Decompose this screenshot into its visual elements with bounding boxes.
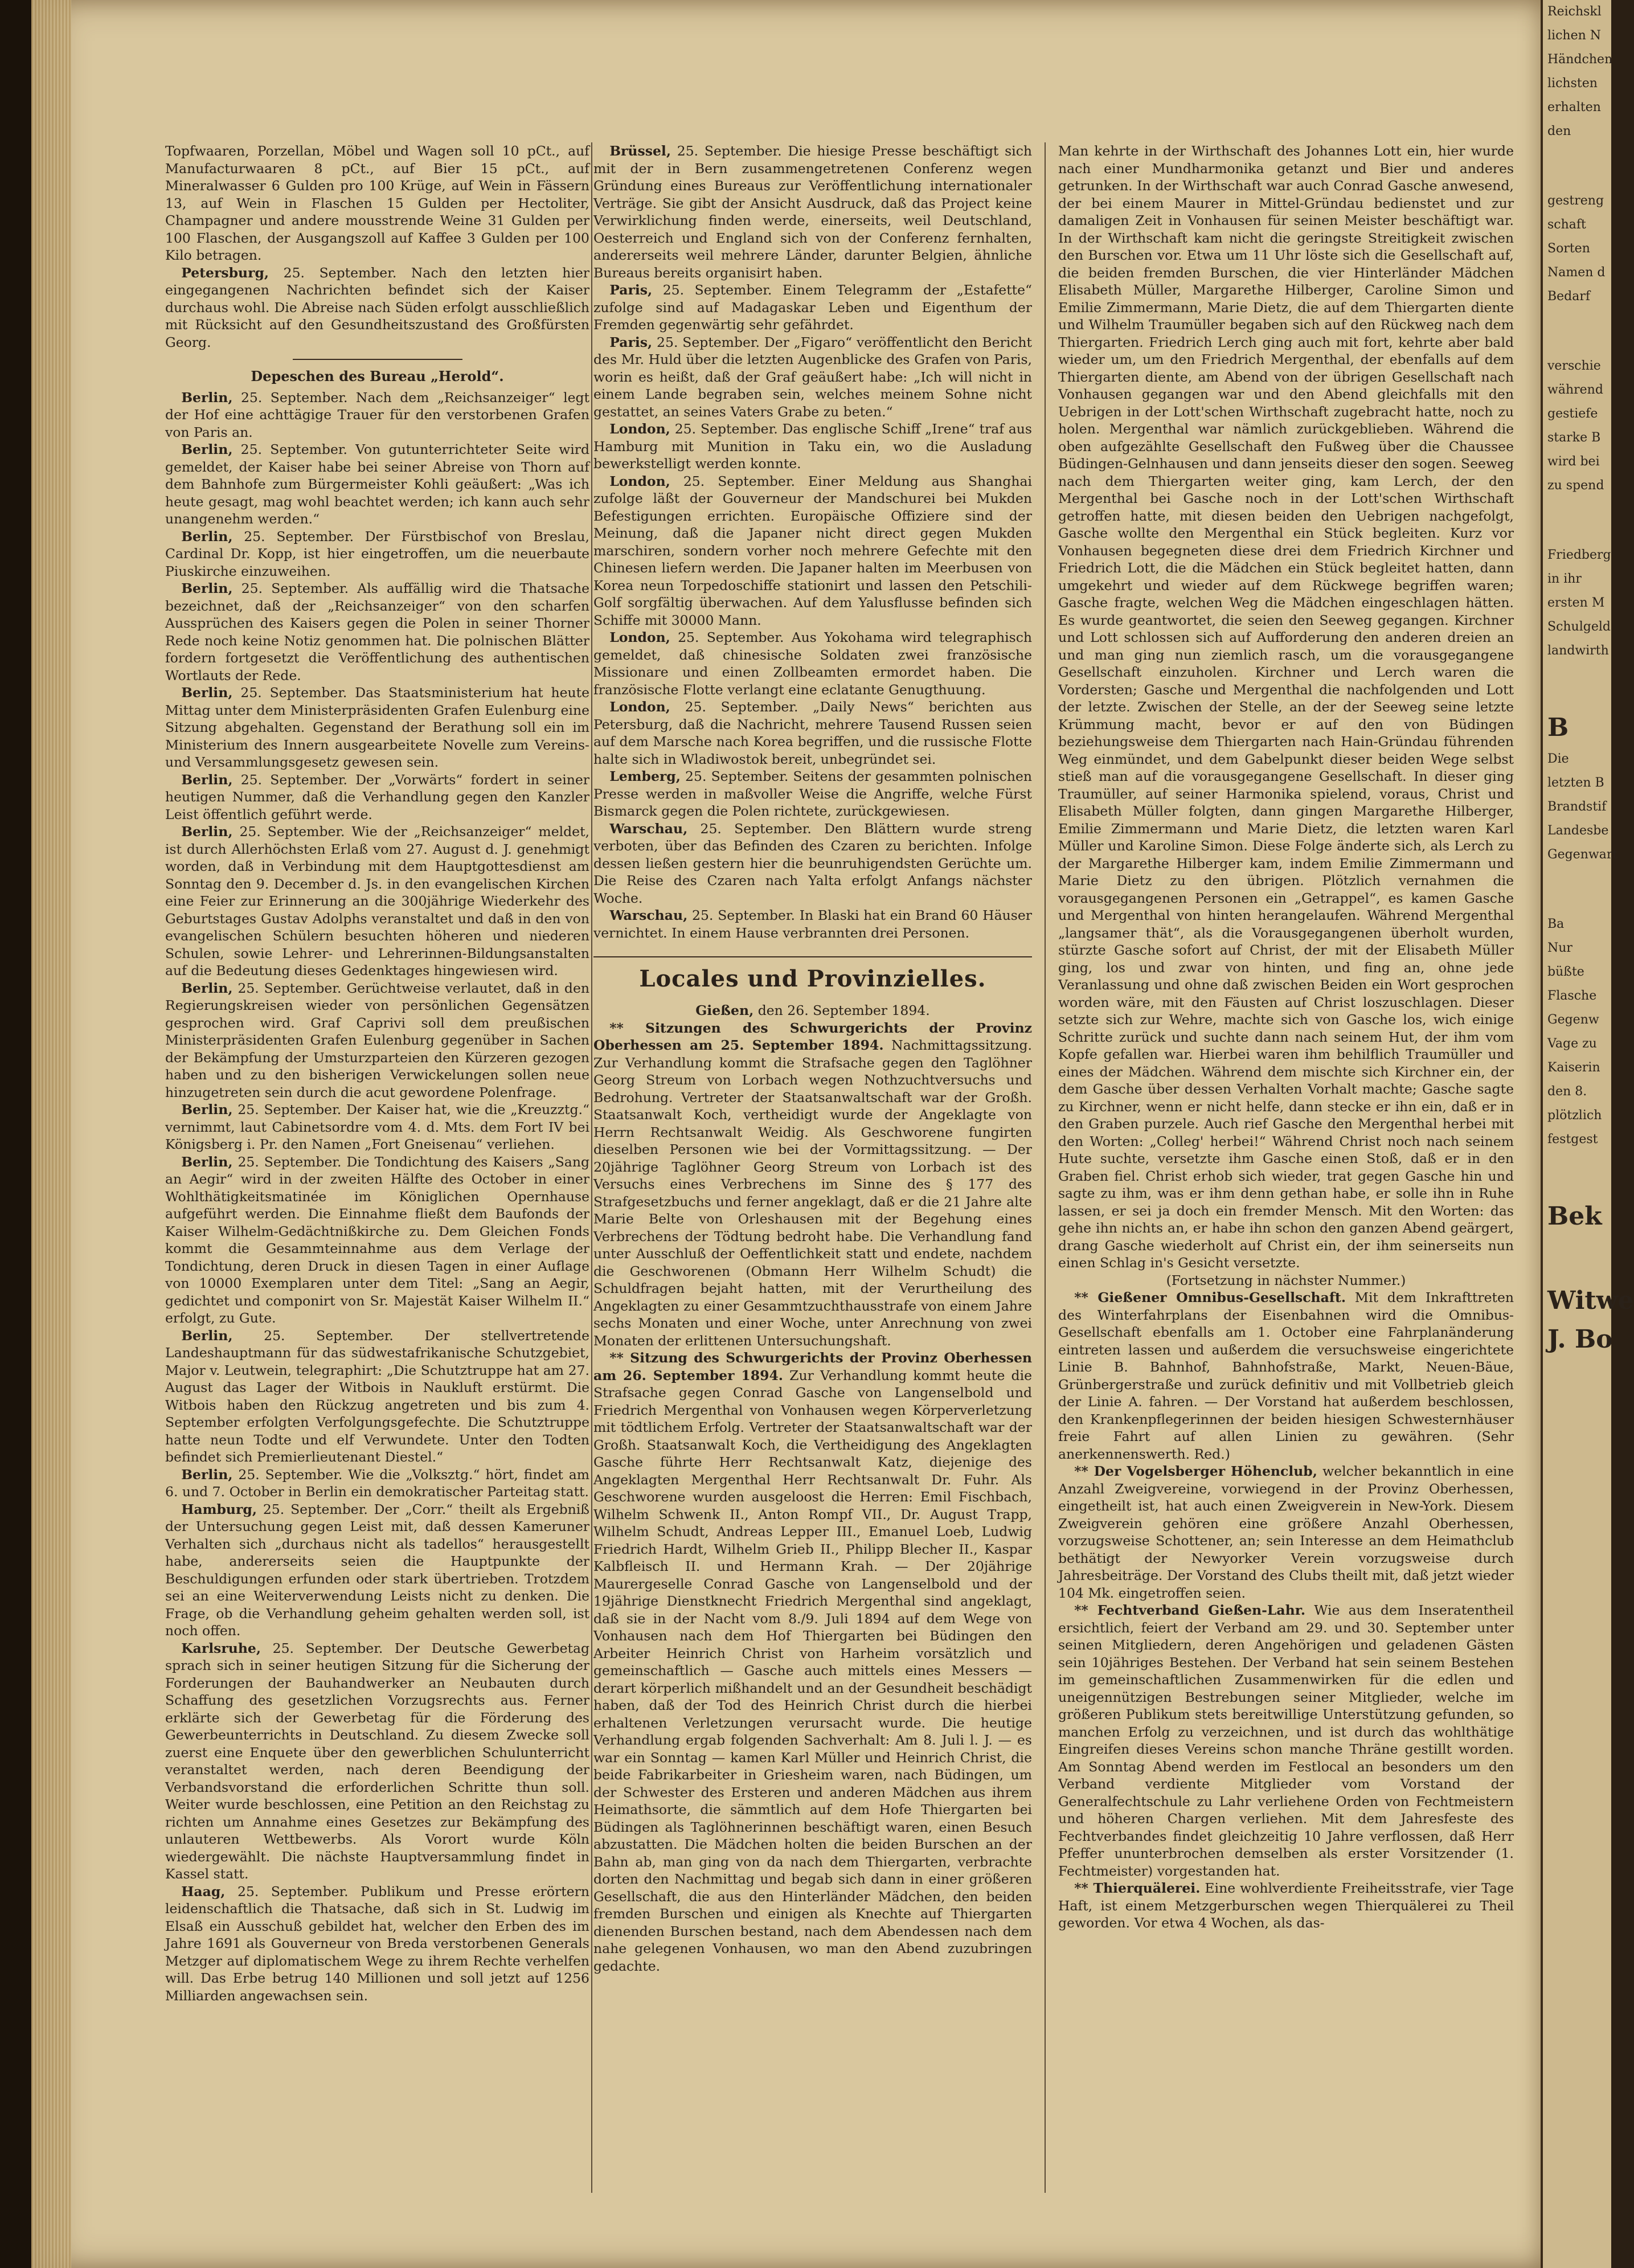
paragraph-text: den 26. September 1894.: [753, 1002, 930, 1018]
dateline: Berlin,: [181, 685, 233, 701]
adjacent-page-text: Die: [1547, 752, 1569, 766]
dateline: Karlsruhe,: [181, 1640, 261, 1656]
adjacent-page-text: Landesbe: [1547, 824, 1609, 838]
news-paragraph: [593, 473, 1032, 629]
adjacent-page-text: wird bei: [1547, 455, 1600, 469]
adjacent-page-text: Flasche: [1547, 989, 1597, 1003]
paragraph-text: Man kehrte in der Wirthschaft des Johannes Lott ein, hier wurde nach einer Mundharmonika getanzt und Bier und anderes getrunken. In der Wirthschaft war auch Conrad Gasche anwesend, der bei einem Maurer in Mittel-Gründau bedienstet und zur damaligen Zeit in Vonhausen für seinen Meister beschäftigt war. In der Wirthschaft kam nicht die geringste Streitigkeit zwischen den Burschen vor. Etwa um 11 Uhr löste sich die Gesellschaft auf, die beiden fremden Burschen, die vier Hinterländer Mädchen Elisabeth Müller, Margarethe Hilberger, Caroline Simon und Emilie Zimmermann, Marie Dietz, die auf dem Thiergarten diente und Wilhelm Traumüller begaben sich auf den Rückweg nach dem Thiergarten. Friedrich Lerch ging auch mit fort, kehrte aber bald wieder um, um den Friedrich Mergenthal, der ebenfalls auf dem Thiergarten diente, am Abend von der übrigen Gesellschaft nach Vonhausen gegangen war und den Abend gleichfalls mit den Uebrigen in der Lott'schen Wirthschaft zugebracht hatte, noch zu holen. Mergenthal war nämlich zurückgeblieben. Während die oben aufgezählte Gesellschaft den Fußweg über die Chaussee Büdingen-Gelnhausen und dann jenseits dieser den sogen. Seeweg nach dem Thiergarten weiter ging, kam Lerch, der den Mergenthal bei Gasche noch in der Lott'schen Wirthschaft getroffen hatte, mit diesen beiden den Uebrigen nachgefolgt, Gasche wollte den Mergenthal ein Stück begleiten. Kurz vor Vonhausen begegneten diese drei dem Friedrich Kirchner und Friedrich Lott, die die Mädchen ein Stück begleitet hatten, dann umgekehrt und wieder auf dem Rückwege begriffen waren; Gasche fragte, welchen Weg die Mädchen eingeschlagen hätten. Es wurde geantwortet, die seien den Seeweg gegangen. Kirchner und Lott schlossen sich auf Aufforderung den anderen dreien an und man ging nun ziemlich rasch, um die vorausgegangene Gesellschaft einzuholen. Kirchner und Lerch waren die Vordersten; Gasche und Mergenthal die nachfolgenden und Lott der letzte. Zwischen der Stelle, an der der Seeweg seine letzte Krümmung macht, bevor er auf den von Büdingen beziehungsweise dem Thiergarten nach Hain-Gründau führenden Weg einmündet, und dem Gabelpunkt dieser beiden Wege selbst stieß man auf die vorausgegangene Gesellschaft. In dieser ging Traumüller, auf seiner Harmonika spielend, voraus, Christ und Elisabeth Müller folgten, dann gingen Margarethe Hilberger, Emilie Zimmermann und Marie Dietz, die letzten waren Karl Müller und Karoline Simon. Diese Folge änderte sich, als Lerch zu der Margarethe Hilberger kam, indem Emilie Zimmermann und Marie Dietz zu den übrigen. Plötzlich vernahmen die vorausgegangenen Personen ein „Getrappel“, es kamen Gasche und Mergenthal von hinten herangelaufen. Während Mergenthal „langsamer thät“, als die Vorausgegangenen überholt wurden, stürzte Gasche sofort auf Christ, der mit der Elisabeth Müller ging, los und zwar von hinten, und fing an, ohne jede Veranlassung und ohne daß zwischen Beiden ein Wort gesprochen worden wäre, mit den Fäusten auf Christ loszuschlagen. Dieser setzte sich zur Wehre, machte sich von Gasche los, wich einige Schritte zurück und suchte dann nach seinem Hut, der ihm vom Kopfe gefallen war. Hierbei waren ihm behilflich Traumüller und eines der Mädchen. Während dem mischte sich Kirchner ein, der dem Gasche über dessen Verhalten Vorhalt machte; Gasche sagte zu Kirchner, wenn er nicht helfe, dann stecke er ihn ein, daß er in den Graben purzele. Auch rief Gasche den Mergenthal herbei mit den Worten: „Colleg' herbei!“ Während Christ noch nach seinem Hute suchte, versetzte ihm Gasche einen Stoß, daß er in den Graben fiel. Christ erhob sich wieder, trat gegen Gasche hin und sagte zu ihm, was er ihm denn gethan habe, er solle ihn in Ruhe lassen, er sei ja doch ein fremder Mensch. Mit den Worten: das gehe ihn nichts an, er habe ihn schon den ganzen Abend geärgert, drang Gasche wiederholt auf Christ ein, der ihm seinerseits nun einen Schlag in's Gesicht versetzte.: [1058, 143, 1514, 1271]
spacer: [1543, 498, 1611, 543]
adjacent-page-text: während: [1547, 383, 1603, 397]
dateline: Berlin,: [181, 1466, 233, 1483]
column-1: [165, 142, 589, 2004]
paragraph-text: 25. September. Das Staatsministerium hat heute Mittag unter dem Ministerpräsidenten Grafen Eulenburg eine Sitzung abgehalten. Gegenstand der Berathung soll ein im Ministerium des Innern ausgearbeitete Novelle zum Vereins- und Versammlungsgesetz gewesen sein.: [165, 685, 589, 770]
column-rule: [591, 142, 592, 2193]
paragraph-text: 25. September. Einem Telegramm der „Estafette“ zufolge sind auf Madagaskar Leben und Eigenthum der Fremden gegenwärtig sehr gefährdet.: [593, 282, 1032, 333]
paragraph-text: 25. September. In Blaski hat ein Brand 60 Häuser vernichtet. In einem Hause verbrannten drei Personen.: [593, 907, 1032, 941]
news-paragraph: [165, 1101, 589, 1153]
paragraph-text: 25. September. Nach dem „Reichsanzeiger“ legt der Hof eine achttägige Trauer für den verstorbenen Grafen von Paris an.: [165, 389, 589, 440]
paragraph-text: 25. September. Der „Corr.“ theilt als Ergebniß der Untersuchung gegen Leist mit, daß dessen Kameruner Verhalten sich „durchaus nicht als tadellos“ herausgestellt habe, andererseits seien die Hauptpunkte der Beschuldigungen erfunden oder stark übertrieben. Trotzdem sei an eine Weiterverwendung Leists nicht zu denken. Die Frage, ob die Verhandlung geheim gehalten werden soll, ist noch offen.: [165, 1501, 589, 1639]
paragraph-text: 25. September. Seitens der gesammten polnischen Presse werden in maßvoller Weise die Angriffe, welche Fürst Bismarck gegen die Polen richtete, zurückgewiesen.: [593, 768, 1032, 819]
adjacent-page-text: Brandstif: [1547, 800, 1607, 814]
dateline: ** Gießener Omnibus-Gesellschaft.: [1074, 1289, 1346, 1305]
adjacent-page-text: zu spend: [1547, 478, 1604, 493]
paragraph-text: (Fortsetzung in nächster Nummer.): [1166, 1272, 1406, 1288]
paragraph-text: 25. September. Der „Figaro“ veröffentlicht den Bericht des Mr. Huld über die letzten Augenblicke des Grafen von Paris, worin es heißt, daß der Graf geäußert habe: „Ich will nicht in einem Lande begraben sein, welches meinem Sohne nicht gestattet, an seines Vaters Grabe zu beten.“: [593, 334, 1032, 420]
dateline: London,: [609, 699, 670, 715]
paragraph-text: Wie aus dem Inseratentheil ersichtlich, feiert der Verband am 29. und 30. September unter seinen Mitgliedern, deren Angehörigen und geladenen Gästen sein 10jähriges Bestehen. Der Verband hat sein seinem Bestehen im gemeinschaftlichen Zusammenwirken für die edlen und uneigennützigen Bestrebungen seiner Mitglieder, welche im größeren Publikum stets bereitwillige Unterstützung gefunden, so manchen Erfolg zu verzeichnen, und ist durch das wohlthätige Eingreifen dieses Vereins schon manche Thräne gestillt worden. Am Sonntag Abend werden im Festlocal an besonders um den Verband verdiente Mitglieder vom Vorstand der Generalfechtschule zu Lahr verliehene Orden von Fechtmeistern und höheren Chargen verliehen. Mit dem Jahresfeste des Fechtverbandes findet gleichzeitig 10 Jahre verflossen, daß Herr Pfeffer ununterbrochen demselben als erster Vorsitzender (1. Fechtmeister) vorgestanden hat.: [1058, 1602, 1514, 1879]
news-paragraph: [165, 1327, 589, 1466]
dateline: ** Fechtverband Gießen-Lahr.: [1074, 1602, 1306, 1618]
news-paragraph: [165, 142, 589, 264]
column-2: [593, 142, 1032, 1975]
news-paragraph: [593, 768, 1032, 820]
adjacent-page-text: B: [1547, 713, 1569, 742]
dateline: Berlin,: [181, 580, 233, 596]
news-paragraph: [165, 1883, 589, 2005]
adjacent-page-text: Nur: [1547, 941, 1572, 955]
news-paragraph: [165, 264, 589, 351]
adjacent-page-text: J. Bo: [1547, 1325, 1613, 1354]
paragraph-text: 25. September. Gerüchtweise verlautet, daß in den Regierungskreisen wieder von persönlichen Gegensätzen gesprochen wird. Graf Caprivi soll dem preußischen Ministerpräsidenten Grafen Eulenburg gegenüber in Sachen der Bekämpfung der Umsturzparteien den Kürzeren gezogen haben und zu den bisherigen Verwickelungen sollen neue hinzugetreten sein durch die acut gewordene Polenfrage.: [165, 980, 589, 1100]
news-paragraph: [593, 1002, 1032, 1020]
dateline: ** Sitzungen des Schwurgerichts der Provinz Oberhessen am 25. September 1894.: [593, 1020, 1032, 1053]
dateline: Berlin,: [181, 771, 233, 788]
news-paragraph: [165, 580, 589, 684]
news-paragraph: [1058, 1880, 1514, 1932]
dateline: Brüssel,: [609, 143, 671, 159]
adjacent-page-text: Gegenw: [1547, 1013, 1599, 1027]
adjacent-page-text: starke B: [1547, 431, 1601, 445]
paragraph-text: 25. September. Der „Vorwärts“ fordert in seiner heutigen Nummer, daß die Verhandlung gegen den Kanzler Leist öffentlich geführt werde.: [165, 771, 589, 822]
paragraph-text: 25. September. Aus Yokohama wird telegraphisch gemeldet, daß chinesische Soldaten zwei französische Missionare und einen Zollbeamten ermordet haben. Die französische Flotte verlangt eine eclatante Genugthuung.: [593, 629, 1032, 698]
adjacent-page-text: Namen d: [1547, 265, 1606, 280]
paragraph-text: 25. September. Wie die „Volksztg.“ hört, findet am 6. und 7. October in Berlin ein demokratischer Parteitag statt.: [165, 1466, 589, 1500]
dateline: ** Der Vogelsberger Höhenclub,: [1074, 1463, 1317, 1479]
dateline: Paris,: [609, 334, 653, 350]
paragraph-text: 25. September. „Daily News“ berichten aus Petersburg, daß die Nachricht, mehrere Tausend Russen seien auf dem Marsche nach Korea begriffen, und die russische Flotte halte sich in Wladiwostok bereit, unbegründet sei.: [593, 699, 1032, 767]
page-stack-edge: [31, 0, 71, 2268]
adjacent-page-text: Sorten: [1547, 241, 1590, 256]
news-paragraph: [165, 528, 589, 580]
news-paragraph: [593, 629, 1032, 698]
adjacent-page-text: Vage zu: [1547, 1037, 1597, 1051]
news-paragraph: [165, 771, 589, 824]
dateline: London,: [609, 629, 670, 645]
paragraph-text: 25. September. Einer Meldung aus Shanghai zufolge läßt der Gouverneur der Mandschurei bei Mukden Befestigungen errichten. Europäische Offiziere sind der Meinung, daß die Japaner nicht direct gegen Mukden marschiren, sondern vorher noch mehrere Gefechte mit den Chinesen liefern werden. Die Japaner halten im Meerbusen von Korea neun Torpedoschiffe stationirt und lassen den Petschili-Golf sorgfältig überwachen. Auf dem Yalusflusse befinden sich Schiffe mit 30000 Mann.: [593, 473, 1032, 628]
adjacent-page-text: ersten M: [1547, 596, 1605, 610]
dateline: Gießen,: [695, 1002, 754, 1018]
news-paragraph: [593, 420, 1032, 473]
adjacent-page-text: Kaiserin: [1547, 1061, 1600, 1075]
paragraph-text: 25. September. Der Deutsche Gewerbetag sprach sich in seiner heutigen Sitzung für die Sicherung der Forderungen der Bauhandwerker an Neubauten durch Schaffung des gesetzlichen Vorzugsrechts aus. Ferner erklärte sich der Gewerbetag für die Förderung des Gewerbeunterrichts in Deutschland. Zu diesem Zwecke soll zuerst eine Enquete über den gewerblichen Schulunterricht veranstaltet werden, nach deren Beendigung der Verbandsvorstand die erforderlichen Schritte thun soll. Weiter wurde beschlossen, eine Petition an den Reichstag zu richten um Annahme eines Gesetzes zur Bekämpfung des unlauteren Wettbewerbs. Als Vorort wurde Köln wiedergewählt. Die nächste Hauptversammlung findet in Kassel statt.: [165, 1640, 589, 1882]
news-paragraph: [593, 334, 1032, 421]
dateline: Berlin,: [181, 1327, 233, 1344]
dateline: Berlin,: [181, 441, 233, 457]
news-paragraph: [165, 684, 589, 771]
news-paragraph: [1058, 142, 1514, 1272]
dateline: Berlin,: [181, 389, 233, 406]
paragraph-text: 25. September. Von gutunterrichteter Seite wird gemeldet, der Kaiser habe bei seiner Abreise von Thorn auf dem Bahnhofe zum Bürgermeister Kohli geäußert: „Was ich heute gesagt, mag wohl beachtet werden; ich kann auch sehr unangenehm werden.“: [165, 441, 589, 527]
news-paragraph: [593, 1349, 1032, 1975]
paragraph-text: 25. September. Das englische Schiff „Irene“ traf aus Hamburg mit Munition in Taku ein, wo die Ausladung bewerkstelligt werden konnte.: [593, 421, 1032, 472]
adjacent-page-text: Reichskl: [1547, 5, 1602, 19]
news-paragraph: [165, 823, 589, 980]
adjacent-page-text: Händchen: [1547, 52, 1613, 67]
spacer: [1543, 309, 1611, 354]
paragraph-text: Mit dem Inkrafttreten des Winterfahrplans der Eisenbahnen wird die Omnibus-Gesellschaft ebenfalls am 1. October eine Fahrplanänderung eintreten lassen und außerdem die versuchsweise eingerichtete Linie B. Bahnhof, Bahnhofstraße, Markt, Neuen-Bäue, Grünbergerstraße und zurück definitiv und mit Vollbetrieb gleich der Linie A. fahren. — Der Vorstand hat außerdem beschlossen, den Krankenpflegerinnen der beiden hiesigen Schwesternhäuser freie Fahrt auf allen Linien zu gewähren. (Sehr anerkennenswerth. Red.): [1058, 1289, 1514, 1462]
dateline: ** Thierquälerei.: [1074, 1880, 1201, 1896]
paragraph-text: Eine wohlverdiente Freiheitsstrafe, vier Tage Haft, ist einem Metzgerburschen wegen Thierquälerei zu Theil geworden. Vor etwa 4 Wochen, als das-: [1058, 1880, 1514, 1931]
dateline: London,: [609, 421, 670, 437]
paragraph-text: welcher bekanntlich in eine Anzahl Zweigvereine, vorwiegend in der Provinz Oberhessen, eingetheilt ist, hat auch einen Zweigverein in New-York. Diesem Zweigverein gehören eine größere Anzahl Oberhessen, vorzugsweise Schottener, an; sein Interesse an dem Heimathclub bethätigt der Newyorker Verein vorzugsweise durch Jahresbeiträge. Der Vorstand des Clubs theilt mit, daß jetzt wieder 104 Mk. eingetroffen seien.: [1058, 1463, 1514, 1601]
paragraph-text: 25. September. Wie der „Reichsanzeiger“ meldet, ist durch Allerhöchsten Erlaß vom 27. August d. J. genehmigt worden, daß in Verbindung mit dem Hauptgottesdienst am Sonntag den 9. December d. Js. in den evangelischen Kirchen eine Feier zur Erinnerung an die 300jährige Wiederkehr des Geburtstages Gustav Adolphs veranstaltet und daß in den von evangelischen Schülern besuchten höheren und niederen Schulen, sowie Lehrer- und Lehrerinnen-Bildungsanstalten auf die Bedeutung dieses Gedenktages hingewiesen wird.: [165, 824, 589, 979]
news-paragraph: [165, 1466, 589, 1501]
adjacent-page-text: verschie: [1547, 359, 1601, 373]
news-paragraph: [593, 820, 1032, 907]
news-paragraph: [593, 907, 1032, 941]
dateline: Berlin,: [181, 1102, 233, 1117]
spacer: [1543, 1152, 1611, 1197]
paragraph-text: Topfwaaren, Porzellan, Möbel und Wagen soll 10 pCt., auf Manufacturwaaren 8 pCt., auf Bier 15 pCt., auf Mineralwasser 6 Gulden pro 100 Krüge, auf Wein in Fässern 13, auf Wein in Flaschen 15 Gulden per Hectoliter, Champagner und andere mousstrende Weine 31 Gulden per 100 Flaschen, der Ausgangszoll auf Kaffee 3 Gulden per 100 Kilo betragen.: [165, 143, 589, 263]
adjacent-page-text: büßte: [1547, 965, 1584, 979]
dateline: Warschau,: [609, 820, 688, 837]
paragraph-text: 25. September. Die hiesige Presse beschäftigt sich mit der in Bern zusammengetretenen Conferenz wegen Gründung eines Bureaus zur Veröffentlichung internationaler Verträge. Sie gibt der Ansicht Ausdruck, daß das Project keine Verwirklichung finden werde, einerseits, weil Deutschland, Oesterreich und England sich von der Conferenz fernhalten, andererseits weil mehrere Länder, darunter Belgien, ähnliche Bureaus bereits organisirt haben.: [593, 143, 1032, 281]
paragraph-text: 25. September. Nach den letzten hier eingegangenen Nachrichten befindet sich der Kaiser durchaus wohl. Die Abreise nach Süden erfolgt ausschließlich mit Rücksicht auf den Gesundheitszustand des Großfürsten Georg.: [165, 264, 589, 350]
paragraph-text: Zur Verhandlung kommt heute die Strafsache gegen Conrad Gasche von Langenselbold und Friedrich Mergenthal von Vonhausen wegen Körperverletzung mit tödtlichem Erfolg. Vertreter der Staatsanwaltschaft war der Großh. Staatsanwalt Koch, die Vertheidigung des Angeklagten Gasche führte Herr Rechtsanwalt Katz, diejenige des Angeklagten Mergenthal Herr Rechtsanwalt Dr. Fuhr. Als Geschworene wurden ausgeloost die Herren: Emil Fischbach, Wilhelm Schwenk II., Anton Rompf VII., Dr. August Trapp, Wilhelm Schudt, Andreas Lepper III., Emanuel Loeb, Ludwig Friedrich Hardt, Wilhelm Grieb II., Philipp Blecher II., Kaspar Kalbfleisch II. und Hermann Krah. — Der 20jährige Maurergeselle Conrad Gasche von Langenselbold und der 19jährige Dienstknecht Friedrich Mergenthal sind angeklagt, daß sie in der Nacht vom 8./9. Juli 1894 auf dem Wege von Vonhausen nach dem Hof Thiergarten bei Büdingen den Arbeiter Heinrich Christ von Harheim vorsätzlich und gemeinschaftlich — Gasche auch mittels eines Messers — derart körperlich mißhandelt und an der Gesundheit beschädigt haben, daß der Tod des Heinrich Christ durch die hierbei erhaltenen Verletzungen verursacht wurde. Die heutige Verhandlung ergab folgenden Sachverhalt: Am 8. Juli l. J. — es war ein Sonntag — kamen Karl Müller und Heinrich Christ, die beide Fabrikarbeiter in Griesheim waren, nach Büdingen, um der Schwester des Ersteren und anderen Mädchen aus ihrem Heimathsorte, die sämmtlich auf dem Hofe Thiergarten bei Büdingen als Taglöhnerinnen beschäftigt waren, einen Besuch abzustatten. Die Mädchen holten die beiden Burschen an der Bahn ab, man ging von da nach dem Thiergarten, verbrachte dorten den Nachmittag und begab sich dann in einer größeren Gesellschaft, die aus den Hinterländer Mädchen, den beiden fremden Burschen und einigen als Knechte auf Thiergarten dienenden Burschen bestand, nach dem Abendessen nach dem nahe gelegenen Vonhausen, wo man den Abend zuzubringen gedachte.: [593, 1367, 1032, 1974]
paragraph-text: 25. September. Die Tondichtung des Kaisers „Sang an Aegir“ wird in der zweiten Hälfte des October in einer Wohlthätigkeitsmatinée im Königlichen Opernhause aufgeführt werden. Die Einnahme fließt dem Baufonds der Kaiser Wilhelm-Gedächtnißkirche zu. Dem Gleichen Fonds kommt die Gesammteinnahme aus dem Verlage der Tondichtung, deren Druck in diesen Tagen in einer Auflage von 10000 Exemplaren unter dem Titel: „Sang an Aegir, gedichtet und componirt von Sr. Majestät Kaiser Wilhelm II.“ erfolgt, zu Gute.: [165, 1153, 589, 1326]
paragraph-text: 25. September. Publikum und Presse erörtern leidenschaftlich die Thatsache, daß sich in St. Ludwig im Elsaß ein Ausschuß gebildet hat, welcher den Erben des im Jahre 1691 als Gouverneur von Breda verstorbenen Generals Metzger auf diplomatischem Wege zu ihrem Rechte verhelfen will. Das Erbe betrug 140 Millionen und soll jetzt auf 1256 Milliarden angewachsen sein.: [165, 1883, 589, 2004]
paragraph-text: 25. September. Als auffällig wird die Thatsache bezeichnet, daß der „Reichsanzeiger“ von den scharfen Aussprüchen des Kaisers gegen die Polen in seiner Thorner Rede noch keine Notiz genommen hat. Die polnischen Blätter fordern fortgesetzt die Veröffentlichung des authentischen Wortlauts der Rede.: [165, 580, 589, 683]
spacer: [1543, 867, 1611, 912]
paragraph-text: 25. September. Der Fürstbischof von Breslau, Cardinal Dr. Kopp, ist hier eingetroffen, um die neuerbaute Piuskirche einzuweihen.: [165, 528, 589, 579]
section-masthead: Locales und Provinzielles.: [593, 956, 1032, 994]
adjacent-page-fragment: [1541, 0, 1634, 2268]
dateline: Warschau,: [609, 907, 688, 923]
adjacent-page-text: Bedarf: [1547, 289, 1591, 304]
dateline: Berlin,: [181, 824, 233, 840]
news-paragraph: [593, 1020, 1032, 1350]
dateline: Berlin,: [181, 528, 233, 545]
dateline: Lemberg,: [609, 768, 681, 784]
dateline: Hamburg,: [181, 1501, 257, 1517]
adjacent-page-text: lichen N: [1547, 28, 1601, 43]
spacer: [1543, 663, 1611, 709]
adjacent-page-text: gestreng: [1547, 194, 1604, 208]
paragraph-text: Nachmittagssitzung. Zur Verhandlung kommt die Strafsache gegen den Taglöhner Georg Streum von Lorbach wegen Nothzuchtversuchs und Bedrohung. Vertreter der Staatsanwaltschaft war der Großh. Staatsanwalt Koch, vertheidigt wurde der Angeklagte von Herrn Rechtsanwalt Weidig. Als Geschworene fungirten dieselben Personen wie bei der Vormittagssitzung. — Der 20jährige Taglöhner Georg Streum von Lorbach ist des Versuchs eines Verbrechens im Sinne des § 177 des Strafgesetzbuchs und ferner angeklagt, daß er die 21 Jahre alte Marie Belte von Orleshausen mit der Begehung eines Verbrechens der Tödtung bedroht habe. Die Verhandlung fand unter Ausschluß der Oeffentlichkeit statt und endete, nachdem die Geschworenen (Obmann Herr Wilhelm Schudt) die Schuldfragen bejaht hatten, mit der Verurtheilung des Angeklagten zu einer Gesammtzuchthausstrafe von einem Jahre sechs Monaten und einer Woche, unter Anrechnung von zwei Monaten der erlittenen Untersuchungshaft.: [593, 1037, 1032, 1349]
spacer: [1543, 1236, 1611, 1282]
book-binding: [0, 0, 31, 2268]
news-paragraph: [1058, 1272, 1514, 1289]
dateline: Petersburg,: [181, 264, 269, 281]
news-paragraph: [165, 389, 589, 441]
adjacent-page-text: den 8.: [1547, 1084, 1587, 1099]
section-divider: [293, 359, 462, 360]
dateline: ** Sitzung des Schwurgerichts der Provinz Oberhessen am 26. September 1894.: [593, 1350, 1032, 1383]
adjacent-page-text: erhalten: [1547, 100, 1601, 114]
paragraph-text: 25. September. Der Kaiser hat, wie die „Kreuzztg.“ vernimmt, laut Cabinetsordre vom 4. d. Mts. dem Fort IV bei Königsberg i. Pr. den Namen „Fort Gneisenau“ verliehen.: [165, 1102, 589, 1152]
adjacent-page-text: Friedberg: [1547, 548, 1611, 562]
adjacent-page-text: in ihr: [1547, 572, 1582, 586]
news-paragraph: [165, 1153, 589, 1327]
adjacent-page-text: Gegenwart: [1547, 848, 1618, 862]
adjacent-page-text: den: [1547, 124, 1571, 138]
news-paragraph: [593, 142, 1032, 281]
adjacent-page-text: gestiefe: [1547, 407, 1598, 421]
adjacent-page-text: Witwe: [1547, 1286, 1634, 1315]
paragraph-text: 25. September. Der stellvertretende Landeshauptmann für das südwestafrikanische Schutzgebiet, Major v. Leutwein, telegraphirt: „Die Schutztruppe hat am 27. August das Lager der Witbois in Naukluft erstürmt. Die Witbois haben den Rückzug angetreten und bis zum 4. September erfolgten Verfolgungsgefechte. Die Schutztruppe hatte neun Todte und elf Verwundete. Unter den Todten befindet sich Premierlieutenant Diestel.“: [165, 1327, 589, 1465]
adjacent-page-text: landwirth: [1547, 644, 1609, 658]
news-paragraph: [593, 698, 1032, 768]
paragraph-text: 25. September. Den Blättern wurde streng verboten, über das Befinden des Czaren zu berichten. Infolge dessen ließen gestern hier die beunruhigendsten Gerüchte um. Die Reise des Czaren nach Yalta erfolgt Anfangs nächster Woche.: [593, 820, 1032, 906]
section-heading: Depeschen des Bureau „Herold“.: [251, 368, 504, 384]
news-paragraph: [1058, 1602, 1514, 1880]
dateline: London,: [609, 473, 670, 489]
adjacent-page-text: plötzlich: [1547, 1108, 1602, 1123]
news-paragraph: [1058, 1463, 1514, 1602]
news-paragraph: [165, 1640, 589, 1883]
spacer: [1543, 144, 1611, 189]
adjacent-page-text: letzten B: [1547, 776, 1604, 790]
adjacent-page-text: Ba: [1547, 917, 1565, 931]
dateline: Berlin,: [181, 1153, 233, 1170]
adjacent-page-text: Schulgeld: [1547, 620, 1611, 634]
adjacent-page-text: lichsten: [1547, 76, 1598, 91]
dateline: Haag,: [181, 1883, 226, 1899]
news-paragraph: [593, 281, 1032, 334]
adjacent-page-text: Bek: [1547, 1202, 1602, 1231]
news-paragraph: [1058, 1289, 1514, 1463]
adjacent-page-text: festgest: [1547, 1132, 1598, 1147]
column-rule: [1045, 142, 1046, 2193]
adjacent-page-text: schaft: [1547, 218, 1586, 232]
column-3: [1058, 142, 1514, 1932]
news-paragraph: [165, 441, 589, 528]
news-paragraph: [165, 980, 589, 1102]
dateline: Paris,: [609, 282, 653, 298]
news-paragraph: [165, 1501, 589, 1640]
dateline: Berlin,: [181, 980, 233, 996]
